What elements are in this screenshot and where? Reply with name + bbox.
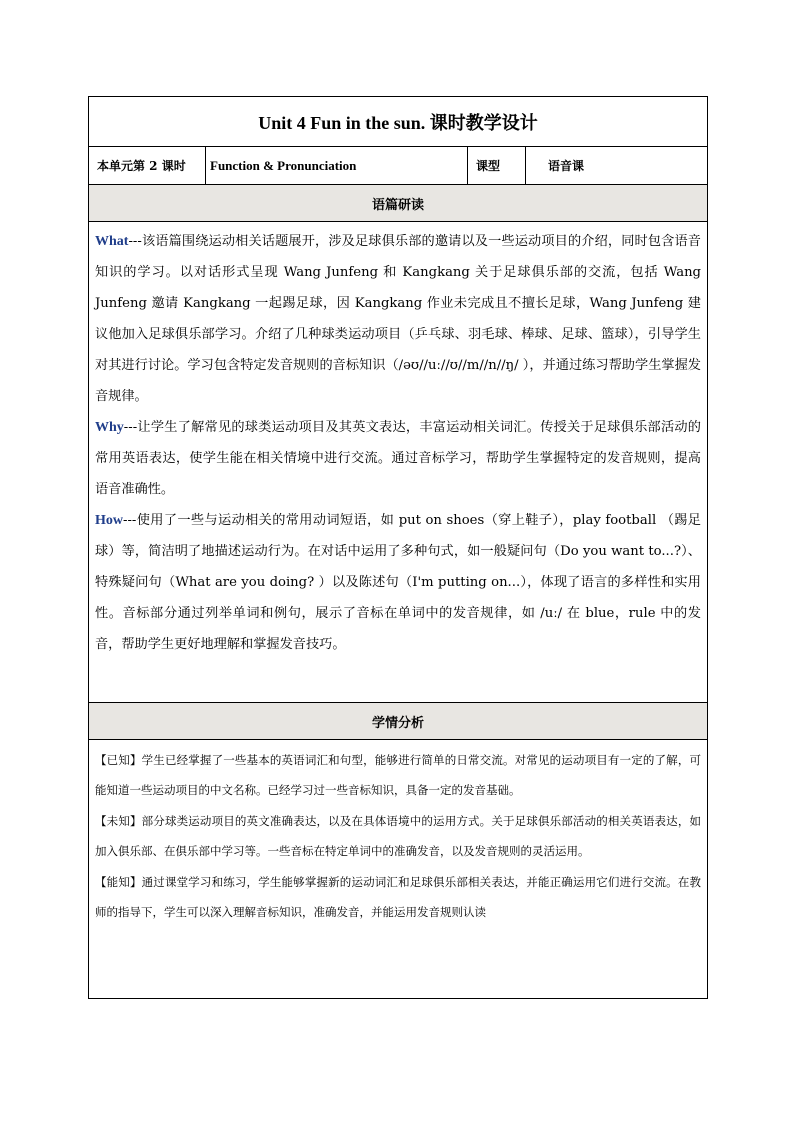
what-paragraph — [95, 226, 701, 412]
what-text: ---该语篇围绕运动相关话题展开，涉及足球俱乐部的邀请以及一些运动项目的介绍，同时包含语音知识的学习。以对话形式呈现 Wang Junfeng 和 Kangkang 关于足球俱乐部的交流，包括 Wang Junfeng 邀请 Kangkang 一起踢足球，因 Kangkang 作业未完成且不擅长足球，Wang Junfeng 建议他加入足球俱乐部学习。介绍了几种球类运动项目（乒乓球、羽毛球、棒球、足球、篮球），引导学生对其进行讨论。学习包含特定发音规则的音标知识（/əʊ//uː//ʊ//m//n//ŋ/ ），并通过练习帮助学生掌握发音规律。 — [95, 234, 701, 404]
why-paragraph — [95, 412, 701, 505]
why-text: ---让学生了解常见的球类运动项目及其英文表达，丰富运动相关词汇。传授关于足球俱乐部活动的常用英语表达，使学生能在相关情境中进行交流。通过音标学习，帮助学生掌握特定的发音规则，提高语音准确性。 — [95, 420, 701, 497]
why-label: Why — [95, 420, 124, 435]
how-label: How — [95, 513, 123, 528]
lesson-topic: Function & Pronunciation — [206, 147, 468, 185]
section-heading-text-analysis: 语篇研读 — [89, 185, 708, 222]
lesson-number: 本单元第 2 课时 — [89, 147, 206, 185]
text-analysis-body — [89, 222, 708, 703]
lesson-type-value: 语音课 — [526, 147, 708, 185]
known-paragraph: 【已知】学生已经掌握了一些基本的英语词汇和句型，能够进行简单的日常交流。对常见的运动项目有一定的了解，可能知道一些运动项目的中文名称。已经学习过一些音标知识，具备一定的发音基础。 — [95, 753, 701, 797]
how-paragraph — [95, 505, 701, 660]
can-know-paragraph: 【能知】通过课堂学习和练习，学生能够掌握新的运动词汇和足球俱乐部相关表达，并能正确运用它们进行交流。在教师的指导下，学生可以深入理解音标知识，准确发音，并能运用发音规则认读 — [95, 875, 701, 919]
meta-row — [89, 147, 708, 185]
section-heading-student-analysis: 学情分析 — [89, 703, 708, 740]
what-label: What — [95, 234, 129, 249]
document-title: Unit 4 Fun in the sun. 课时教学设计 — [89, 97, 708, 147]
lesson-plan-document — [88, 96, 707, 999]
lesson-type-label: 课型 — [468, 147, 526, 185]
lesson-plan-table — [88, 96, 708, 999]
unknown-paragraph: 【未知】部分球类运动项目的英文准确表达，以及在具体语境中的运用方式。关于足球俱乐部活动的相关英语表达，如加入俱乐部、在俱乐部中学习等。一些音标在特定单词中的准确发音，以及发音规则的灵活运用。 — [95, 814, 701, 858]
student-analysis-body — [89, 740, 708, 999]
how-text: ---使用了一些与运动相关的常用动词短语，如 put on shoes（穿上鞋子），play football （踢足球）等，简洁明了地描述运动行为。在对话中运用了多种句式，如一般疑问句（Do you want to...?）、特殊疑问句（What are you doing? ）以及陈述句（I'm putting on...），体现了语言的多样性和实用性。音标部分通过列举单词和例句，展示了音标在单词中的发音规律，如 /uː/ 在 blue，rule 中的发音，帮助学生更好地理解和掌握发音技巧。 — [95, 513, 701, 652]
